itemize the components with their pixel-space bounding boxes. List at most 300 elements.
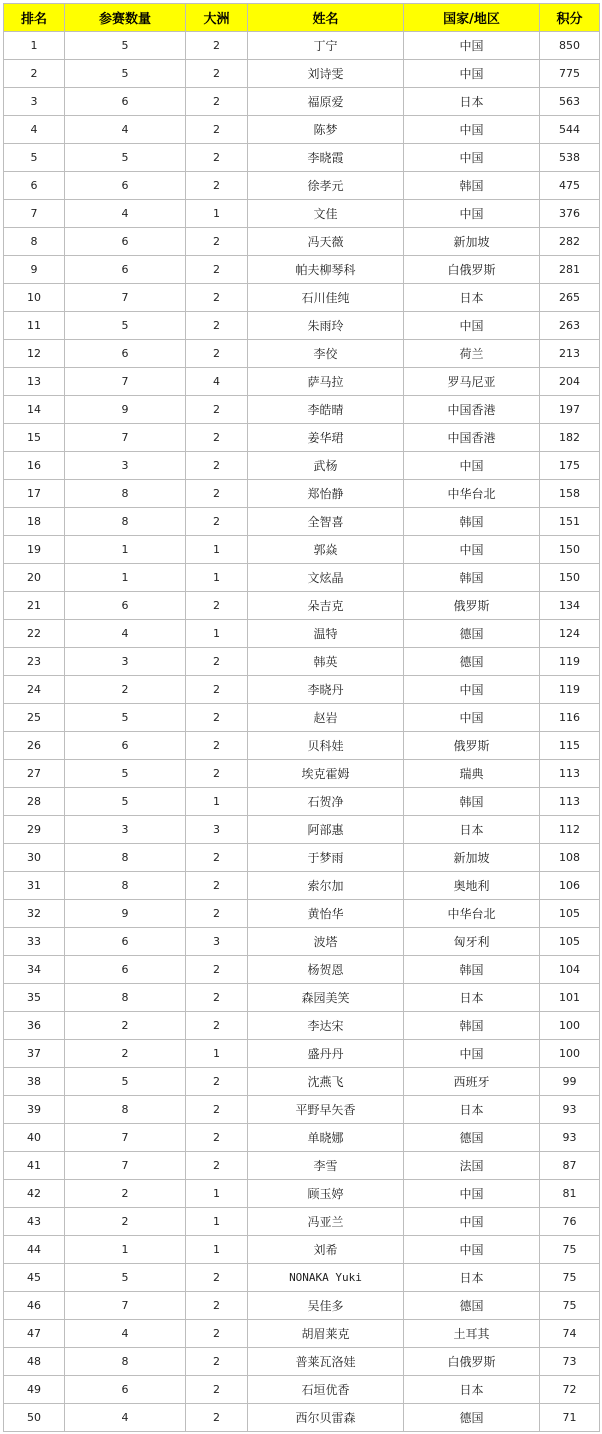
cell-points: 182	[540, 424, 600, 452]
cell-points: 204	[540, 368, 600, 396]
cell-name: 武杨	[248, 452, 404, 480]
cell-continent: 4	[186, 368, 248, 396]
table-row	[4, 1152, 600, 1180]
cell-country: 中华台北	[404, 900, 540, 928]
cell-points: 850	[540, 32, 600, 60]
table-row	[4, 200, 600, 228]
cell-rank: 6	[4, 172, 65, 200]
cell-country: 德国	[404, 620, 540, 648]
cell-points: 99	[540, 1068, 600, 1096]
cell-events: 7	[65, 368, 186, 396]
table-row	[4, 452, 600, 480]
cell-events: 5	[65, 312, 186, 340]
cell-points: 73	[540, 1348, 600, 1376]
cell-name: 丁宁	[248, 32, 404, 60]
table-row	[4, 900, 600, 928]
table-row	[4, 928, 600, 956]
cell-rank: 4	[4, 116, 65, 144]
table-row	[4, 984, 600, 1012]
cell-points: 71	[540, 1404, 600, 1432]
cell-events: 5	[65, 32, 186, 60]
table-row	[4, 620, 600, 648]
cell-country: 德国	[404, 1124, 540, 1152]
cell-country: 中国	[404, 1236, 540, 1264]
cell-name: 郭焱	[248, 536, 404, 564]
cell-name: 西尔贝雷森	[248, 1404, 404, 1432]
cell-points: 151	[540, 508, 600, 536]
cell-points: 106	[540, 872, 600, 900]
table-row	[4, 368, 600, 396]
cell-rank: 17	[4, 480, 65, 508]
cell-events: 1	[65, 1236, 186, 1264]
cell-country: 日本	[404, 1096, 540, 1124]
cell-points: 263	[540, 312, 600, 340]
cell-name: 韩英	[248, 648, 404, 676]
cell-points: 538	[540, 144, 600, 172]
cell-points: 134	[540, 592, 600, 620]
cell-country: 韩国	[404, 564, 540, 592]
cell-points: 197	[540, 396, 600, 424]
cell-country: 日本	[404, 984, 540, 1012]
cell-rank: 27	[4, 760, 65, 788]
cell-continent: 2	[186, 508, 248, 536]
cell-continent: 2	[186, 844, 248, 872]
cell-name: 盛丹丹	[248, 1040, 404, 1068]
cell-country: 日本	[404, 1264, 540, 1292]
cell-rank: 36	[4, 1012, 65, 1040]
cell-continent: 2	[186, 1404, 248, 1432]
cell-continent: 2	[186, 172, 248, 200]
cell-events: 6	[65, 256, 186, 284]
cell-continent: 3	[186, 816, 248, 844]
table-row	[4, 816, 600, 844]
cell-country: 俄罗斯	[404, 732, 540, 760]
cell-points: 75	[540, 1292, 600, 1320]
cell-points: 150	[540, 564, 600, 592]
table-row	[4, 1208, 600, 1236]
cell-points: 265	[540, 284, 600, 312]
cell-continent: 2	[186, 1012, 248, 1040]
cell-name: 郑怡静	[248, 480, 404, 508]
table-body	[4, 32, 600, 1432]
cell-name: 杨贺恩	[248, 956, 404, 984]
cell-points: 282	[540, 228, 600, 256]
cell-country: 中国	[404, 1208, 540, 1236]
cell-events: 3	[65, 452, 186, 480]
table-row	[4, 1320, 600, 1348]
cell-points: 87	[540, 1152, 600, 1180]
cell-events: 6	[65, 1376, 186, 1404]
cell-points: 72	[540, 1376, 600, 1404]
table-row	[4, 396, 600, 424]
table-row	[4, 760, 600, 788]
cell-country: 德国	[404, 648, 540, 676]
cell-name: 单晓娜	[248, 1124, 404, 1152]
cell-points: 158	[540, 480, 600, 508]
table-row	[4, 592, 600, 620]
cell-points: 115	[540, 732, 600, 760]
cell-rank: 35	[4, 984, 65, 1012]
cell-events: 7	[65, 424, 186, 452]
cell-rank: 45	[4, 1264, 65, 1292]
cell-events: 6	[65, 928, 186, 956]
cell-name: 冯亚兰	[248, 1208, 404, 1236]
cell-continent: 2	[186, 1292, 248, 1320]
cell-rank: 16	[4, 452, 65, 480]
table-row	[4, 872, 600, 900]
cell-points: 544	[540, 116, 600, 144]
cell-rank: 25	[4, 704, 65, 732]
cell-continent: 2	[186, 228, 248, 256]
cell-rank: 33	[4, 928, 65, 956]
cell-rank: 11	[4, 312, 65, 340]
table-row	[4, 1292, 600, 1320]
table-row	[4, 284, 600, 312]
cell-country: 德国	[404, 1292, 540, 1320]
cell-rank: 10	[4, 284, 65, 312]
cell-name: 朵吉克	[248, 592, 404, 620]
cell-events: 2	[65, 1040, 186, 1068]
header-row	[4, 4, 600, 32]
cell-name: 文炫晶	[248, 564, 404, 592]
cell-name: 森园美笑	[248, 984, 404, 1012]
column-header-continent: 大洲	[186, 4, 248, 32]
cell-continent: 2	[186, 480, 248, 508]
cell-continent: 1	[186, 1208, 248, 1236]
cell-events: 6	[65, 340, 186, 368]
cell-rank: 46	[4, 1292, 65, 1320]
cell-continent: 1	[186, 620, 248, 648]
cell-continent: 2	[186, 1376, 248, 1404]
cell-country: 俄罗斯	[404, 592, 540, 620]
table-row	[4, 1068, 600, 1096]
cell-events: 8	[65, 480, 186, 508]
cell-country: 匈牙利	[404, 928, 540, 956]
cell-events: 4	[65, 116, 186, 144]
cell-points: 119	[540, 648, 600, 676]
cell-points: 113	[540, 760, 600, 788]
cell-name: 普莱瓦洛娃	[248, 1348, 404, 1376]
cell-continent: 2	[186, 32, 248, 60]
cell-name: 平野早矢香	[248, 1096, 404, 1124]
cell-points: 105	[540, 928, 600, 956]
cell-name: 顾玉婷	[248, 1180, 404, 1208]
cell-country: 日本	[404, 1376, 540, 1404]
cell-country: 西班牙	[404, 1068, 540, 1096]
cell-country: 韩国	[404, 508, 540, 536]
cell-points: 74	[540, 1320, 600, 1348]
cell-rank: 5	[4, 144, 65, 172]
column-header-rank: 排名	[4, 4, 65, 32]
cell-rank: 20	[4, 564, 65, 592]
cell-country: 中国香港	[404, 396, 540, 424]
cell-events: 4	[65, 1320, 186, 1348]
cell-continent: 1	[186, 1040, 248, 1068]
cell-country: 中国	[404, 200, 540, 228]
table-row	[4, 424, 600, 452]
cell-name: 石垣优香	[248, 1376, 404, 1404]
cell-events: 8	[65, 984, 186, 1012]
cell-rank: 18	[4, 508, 65, 536]
cell-events: 2	[65, 1208, 186, 1236]
cell-name: 埃克霍姆	[248, 760, 404, 788]
cell-events: 2	[65, 676, 186, 704]
cell-events: 8	[65, 1096, 186, 1124]
cell-rank: 31	[4, 872, 65, 900]
cell-rank: 40	[4, 1124, 65, 1152]
cell-events: 5	[65, 144, 186, 172]
cell-rank: 29	[4, 816, 65, 844]
cell-continent: 2	[186, 424, 248, 452]
table-row	[4, 1404, 600, 1432]
cell-country: 新加坡	[404, 228, 540, 256]
table-row	[4, 1012, 600, 1040]
cell-country: 日本	[404, 284, 540, 312]
cell-points: 475	[540, 172, 600, 200]
cell-country: 德国	[404, 1404, 540, 1432]
cell-continent: 2	[186, 88, 248, 116]
cell-name: 刘希	[248, 1236, 404, 1264]
cell-rank: 39	[4, 1096, 65, 1124]
cell-country: 中华台北	[404, 480, 540, 508]
cell-points: 281	[540, 256, 600, 284]
table-row	[4, 480, 600, 508]
cell-continent: 1	[186, 1236, 248, 1264]
table-row	[4, 648, 600, 676]
cell-events: 1	[65, 536, 186, 564]
cell-rank: 14	[4, 396, 65, 424]
table-row	[4, 704, 600, 732]
cell-name: 李晓霞	[248, 144, 404, 172]
cell-rank: 44	[4, 1236, 65, 1264]
cell-country: 中国	[404, 676, 540, 704]
cell-country: 瑞典	[404, 760, 540, 788]
cell-points: 213	[540, 340, 600, 368]
cell-events: 8	[65, 844, 186, 872]
cell-events: 2	[65, 1012, 186, 1040]
cell-rank: 9	[4, 256, 65, 284]
table-row	[4, 788, 600, 816]
cell-name: 李皓晴	[248, 396, 404, 424]
cell-events: 6	[65, 592, 186, 620]
cell-continent: 2	[186, 284, 248, 312]
cell-events: 8	[65, 872, 186, 900]
cell-rank: 3	[4, 88, 65, 116]
cell-continent: 2	[186, 732, 248, 760]
cell-rank: 2	[4, 60, 65, 88]
cell-continent: 1	[186, 1180, 248, 1208]
cell-continent: 2	[186, 872, 248, 900]
table-row	[4, 844, 600, 872]
cell-points: 175	[540, 452, 600, 480]
cell-events: 5	[65, 704, 186, 732]
cell-continent: 2	[186, 760, 248, 788]
cell-name: 文佳	[248, 200, 404, 228]
table-row	[4, 312, 600, 340]
cell-points: 93	[540, 1096, 600, 1124]
cell-continent: 2	[186, 1068, 248, 1096]
cell-rank: 1	[4, 32, 65, 60]
cell-events: 5	[65, 788, 186, 816]
cell-name: 石贺净	[248, 788, 404, 816]
cell-name: 全智喜	[248, 508, 404, 536]
cell-country: 日本	[404, 816, 540, 844]
cell-name: 冯天薇	[248, 228, 404, 256]
cell-country: 白俄罗斯	[404, 1348, 540, 1376]
cell-events: 6	[65, 228, 186, 256]
cell-points: 81	[540, 1180, 600, 1208]
table-row	[4, 1096, 600, 1124]
cell-rank: 37	[4, 1040, 65, 1068]
cell-events: 6	[65, 172, 186, 200]
cell-points: 119	[540, 676, 600, 704]
cell-continent: 1	[186, 200, 248, 228]
cell-name: NONAKA Yuki	[248, 1264, 404, 1292]
cell-events: 8	[65, 1348, 186, 1376]
cell-country: 中国	[404, 60, 540, 88]
cell-rank: 38	[4, 1068, 65, 1096]
cell-points: 108	[540, 844, 600, 872]
table-row	[4, 340, 600, 368]
ranking-table	[3, 3, 600, 1432]
cell-points: 101	[540, 984, 600, 1012]
cell-rank: 24	[4, 676, 65, 704]
cell-name: 陈梦	[248, 116, 404, 144]
cell-country: 中国	[404, 312, 540, 340]
cell-points: 563	[540, 88, 600, 116]
table-row	[4, 60, 600, 88]
cell-name: 李晓丹	[248, 676, 404, 704]
table-row	[4, 228, 600, 256]
cell-name: 吴佳多	[248, 1292, 404, 1320]
cell-rank: 28	[4, 788, 65, 816]
cell-name: 福原爱	[248, 88, 404, 116]
cell-rank: 48	[4, 1348, 65, 1376]
cell-continent: 2	[186, 900, 248, 928]
table-row	[4, 1236, 600, 1264]
table-row	[4, 508, 600, 536]
cell-events: 5	[65, 760, 186, 788]
cell-continent: 1	[186, 564, 248, 592]
cell-continent: 2	[186, 704, 248, 732]
cell-country: 中国	[404, 704, 540, 732]
cell-rank: 49	[4, 1376, 65, 1404]
cell-continent: 2	[186, 60, 248, 88]
cell-name: 徐孝元	[248, 172, 404, 200]
cell-country: 法国	[404, 1152, 540, 1180]
cell-points: 775	[540, 60, 600, 88]
cell-country: 土耳其	[404, 1320, 540, 1348]
table-row	[4, 1348, 600, 1376]
cell-name: 于梦雨	[248, 844, 404, 872]
cell-country: 新加坡	[404, 844, 540, 872]
cell-name: 贝科娃	[248, 732, 404, 760]
cell-name: 黄怡华	[248, 900, 404, 928]
cell-name: 温特	[248, 620, 404, 648]
table-row	[4, 32, 600, 60]
cell-rank: 13	[4, 368, 65, 396]
cell-points: 100	[540, 1012, 600, 1040]
cell-name: 李达宋	[248, 1012, 404, 1040]
cell-rank: 47	[4, 1320, 65, 1348]
cell-country: 韩国	[404, 172, 540, 200]
table-row	[4, 116, 600, 144]
cell-rank: 26	[4, 732, 65, 760]
cell-name: 赵岩	[248, 704, 404, 732]
cell-rank: 43	[4, 1208, 65, 1236]
cell-events: 4	[65, 620, 186, 648]
cell-rank: 50	[4, 1404, 65, 1432]
table-row	[4, 732, 600, 760]
column-header-events: 参赛数量	[65, 4, 186, 32]
cell-name: 沈燕飞	[248, 1068, 404, 1096]
cell-points: 124	[540, 620, 600, 648]
cell-events: 7	[65, 1124, 186, 1152]
cell-points: 75	[540, 1264, 600, 1292]
cell-rank: 8	[4, 228, 65, 256]
cell-continent: 3	[186, 928, 248, 956]
cell-events: 5	[65, 1264, 186, 1292]
cell-name: 萨马拉	[248, 368, 404, 396]
cell-country: 中国	[404, 144, 540, 172]
cell-country: 日本	[404, 88, 540, 116]
table-row	[4, 256, 600, 284]
cell-name: 朱雨玲	[248, 312, 404, 340]
column-header-name: 姓名	[248, 4, 404, 32]
column-header-points: 积分	[540, 4, 600, 32]
cell-events: 4	[65, 1404, 186, 1432]
table-row	[4, 1040, 600, 1068]
cell-continent: 2	[186, 956, 248, 984]
cell-continent: 2	[186, 312, 248, 340]
cell-rank: 12	[4, 340, 65, 368]
cell-name: 胡眉莱克	[248, 1320, 404, 1348]
cell-points: 112	[540, 816, 600, 844]
table-row	[4, 88, 600, 116]
cell-events: 5	[65, 60, 186, 88]
table-row	[4, 1124, 600, 1152]
cell-points: 113	[540, 788, 600, 816]
cell-points: 93	[540, 1124, 600, 1152]
cell-continent: 2	[186, 1096, 248, 1124]
cell-country: 中国	[404, 452, 540, 480]
cell-continent: 2	[186, 1152, 248, 1180]
cell-continent: 2	[186, 396, 248, 424]
cell-name: 李雪	[248, 1152, 404, 1180]
cell-country: 荷兰	[404, 340, 540, 368]
cell-country: 中国	[404, 116, 540, 144]
cell-continent: 2	[186, 676, 248, 704]
cell-points: 105	[540, 900, 600, 928]
cell-name: 李佼	[248, 340, 404, 368]
cell-events: 7	[65, 284, 186, 312]
cell-country: 中国香港	[404, 424, 540, 452]
cell-rank: 41	[4, 1152, 65, 1180]
cell-continent: 2	[186, 592, 248, 620]
cell-country: 中国	[404, 536, 540, 564]
cell-name: 石川佳纯	[248, 284, 404, 312]
cell-events: 4	[65, 200, 186, 228]
cell-points: 150	[540, 536, 600, 564]
cell-events: 3	[65, 816, 186, 844]
cell-events: 2	[65, 1180, 186, 1208]
cell-events: 6	[65, 88, 186, 116]
cell-country: 白俄罗斯	[404, 256, 540, 284]
cell-country: 中国	[404, 1180, 540, 1208]
cell-points: 76	[540, 1208, 600, 1236]
cell-events: 3	[65, 648, 186, 676]
cell-events: 7	[65, 1292, 186, 1320]
